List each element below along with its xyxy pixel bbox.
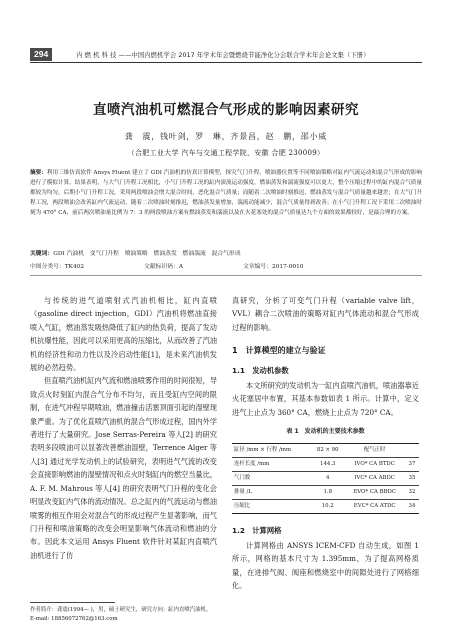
paper-title: 直喷汽油机可燃混合气形成的影响因素研究 (93, 102, 359, 118)
right-column (232, 294, 419, 593)
header-rule (30, 62, 422, 63)
page-number: 294 (30, 48, 52, 61)
table-cell: 1.8 (311, 485, 344, 499)
table-caption: 表 1 发动机的主要技术参数 (286, 428, 365, 436)
table-cell: 144.3 (311, 457, 344, 471)
page-header (30, 47, 422, 61)
author-list: 龚 震，钱叶剑，罗 琳，齐景昌，赵 鹏，邵小威 (124, 132, 328, 141)
table-cell: 气门数 (232, 471, 311, 485)
keywords (30, 249, 422, 259)
table-header-cell: 配气正时 (344, 443, 405, 457)
left-column (30, 294, 217, 562)
table-row (232, 471, 419, 485)
subsection-heading: 1.1 发动机参数 (232, 365, 289, 375)
running-head: 内 燃 机 科 技 ——中国内燃机学会 2017 年学术年会暨燃烧节能净化分会联合学术年会论文集（下册） (76, 51, 370, 59)
table-header-cell: 缸径 /mm × 行程 /mm (232, 443, 311, 457)
table-header-cell: 82 × 90 (311, 443, 344, 457)
body-paragraph: 但直喷汽油机缸内气流和燃油喷雾作用的时间很短，导致点火时刻缸内混合气分布不均匀，而且受缸内空间的限制，在进气冲程早期喷油，燃油撞击活塞顶面引起的湿壁现象严重。为了优化直喷汽油机的混合气形成过程，国内外学者进行了大量研究。Jose Serras-Pereira 等人[2] 的研究表明多段喷油可以显著改善燃油湿壁，Terrence Alger 等人[3] 通过光学发动机上的试验研究，表明进气气流的改变会直接影响燃油的湿壁情况和点火时刻缸内的燃空当量比，A. F. M. Mahrous 等人[4] 的研究表明气门升程的变化会明显改变缸内气体的流动情况。总之缸内的气流运动与燃油喷雾的相互作用会对混合气的形成过程产生显著影响，而气门升程和喷油策略的改变会明显影响气体流动和燃油的分布。因此本文运用 Ansys Fluent 软件针对某缸内直喷汽油机进行了仿 (30, 376, 217, 560)
footnote (30, 606, 217, 624)
table-header-cell (405, 443, 419, 457)
table-cell: 10.2 (311, 499, 344, 513)
article-number: 文章编号：2017-0010 (243, 264, 304, 270)
footnote-rule (30, 602, 115, 603)
body-paragraph: 真研究，分析了可变气门升程（variable valve lift，VVL）耦合二次喷油的策略对缸内气体流动和混合气形成过程的影响。 (232, 296, 419, 332)
table-cell: 37 (405, 457, 419, 471)
table-cell: 排量 /L (232, 485, 311, 499)
subsection-heading: 1.2 计算网格 (232, 525, 282, 535)
table-cell: 32 (405, 485, 419, 499)
table-cell: EVC* CA ATDC (344, 499, 405, 513)
table-cell: 4 (311, 471, 344, 485)
table-row (232, 457, 419, 471)
document-code: 文献标识码：A (144, 264, 184, 270)
keywords-label: 关键词： (30, 251, 54, 257)
engine-parameters-table (232, 443, 419, 514)
abstract-divider (30, 275, 422, 276)
table-cell: EVO* CA BBDC (344, 485, 405, 499)
table-cell: 压缩比 (232, 499, 311, 513)
table-row (232, 499, 419, 513)
table-cell: 连杆长度 /mm (232, 457, 311, 471)
author-bio: 作者简介：龚震(1994— )，男，硕士研究生，研究方向：缸内直喷汽油机。 (30, 607, 212, 613)
keywords-text: GDI 汽油机 变气门升程 喷油策略 燃油蒸发 燃油湍流 混合气形成 (53, 251, 241, 257)
body-paragraph: 与传统的进气道喷射式汽油机相比，缸内直喷（gasoline direct injection，GDI）汽油机将燃油直接喷入气缸，燃油蒸发吸热降低了缸内的热负荷，提高了发动机抗爆性能，因此可以采用更高的压缩比，从而改善了汽油机的经济性和动力性以及冷启动性能[1]，是未来汽油机发展的必然趋势。 (30, 296, 217, 373)
author-email: E-mail: 18856072762@163.com (30, 616, 118, 622)
table-header-row (232, 443, 419, 457)
abstract-label: 摘要： (30, 170, 47, 176)
section-heading: 1 计算模型的建立与验证 (232, 346, 326, 356)
table-cell: IVO* CA BTDC (344, 457, 405, 471)
body-paragraph: 计算网格由 ANSYS ICEM-CFD 自动生成，如图 1 所示，网格的基本尺寸为 1.395mm，为了提高网格质量，在进排气阀、阀座和燃烧室中的间隙处进行了网格细化。 (232, 541, 419, 591)
table-cell: 35 (405, 471, 419, 485)
clc-number: 中图分类号：TK402 (30, 264, 85, 270)
abstract-text: 利用三维仿真软件 Ansys Fluent 建立了 GDI 汽油机的仿真计算模型，探究气门升程、喷油器位置等不同喷油策略对缸内气流运动和混合气形成的影响进行了模拟计算。结果表明，与大气门升程工况相比，小气门升程工况的缸内滚流运动强度，燃油蒸发和湍流强度可以更大，整个压缩过程中的缸内混合气质量都较为均匀。后期小气门升程工况，采用两段喷油会增大混合时间，恶化混合气质量；而随着二次喷油时刻推迟，燃油蒸发与混合气质量越来越差；在大气门升程工况，两段喷油会改善缸内气流运动，随着二次喷油时刻推迟，燃油蒸发量增加，湍流动能减少，混合气质量得到改善；在小气门升程工况下采用二次喷油时刻为 470° CA，前后两次喷油量比例为 7：3 的两段喷油方案有燃油蒸发和湍流以及在火花塞处的混合气质量达九个方面的效果都较好，是最合理的方案。 (30, 170, 422, 216)
abstract (30, 168, 422, 218)
affiliation: （合肥工业大学 汽车与交通工程学院，安徽 合肥 230009） (127, 149, 325, 157)
body-paragraph: 本文所研究的发动机为一缸内直喷汽油机，喷油器靠近火花塞居中布置，其基本参数如表 1 所示。计算中，定义进气上止点为 360° CA，燃烧上止点为 720° CA。 (232, 381, 419, 417)
document-identifiers (30, 262, 422, 272)
table-cell: IVC* CA ABDC (344, 471, 405, 485)
table-row (232, 485, 419, 499)
table-cell: 34 (405, 499, 419, 513)
